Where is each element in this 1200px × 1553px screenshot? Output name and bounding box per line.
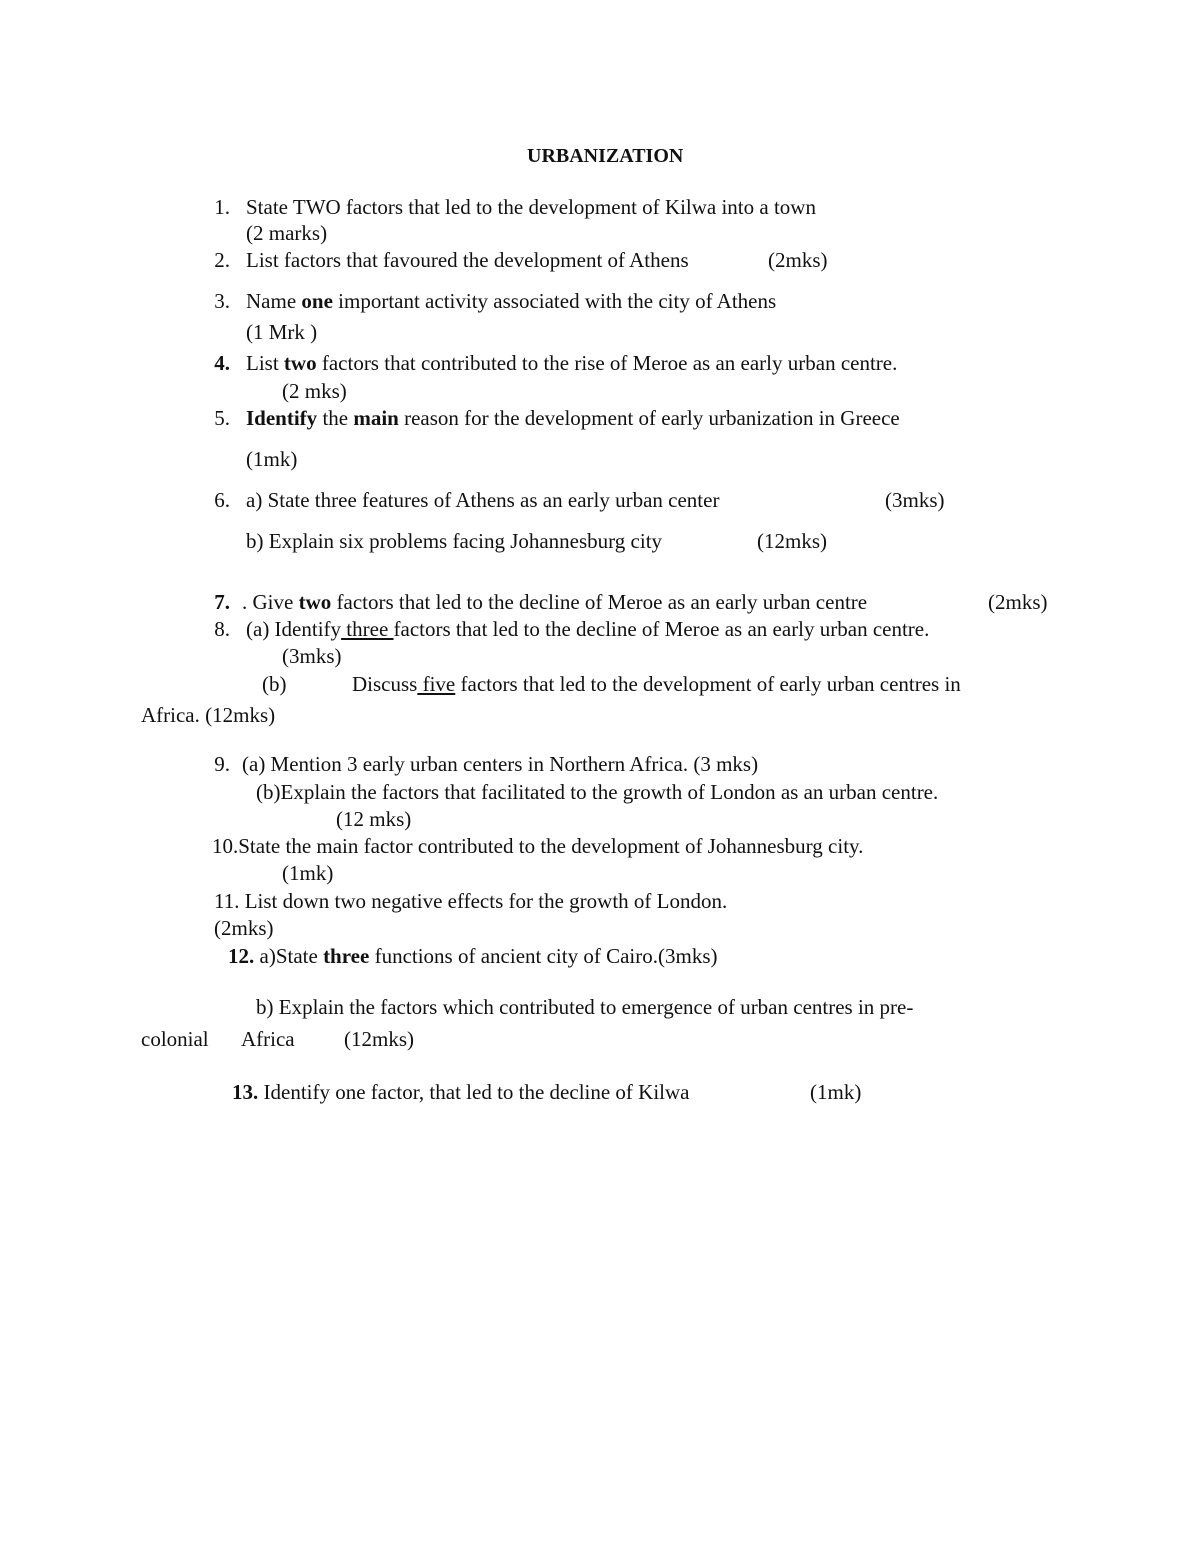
question-8b-continuation: Africa. (12mks) [141,703,276,727]
question-13-text: 13. Identify one factor, that led to the decline of Kilwa [232,1080,690,1104]
question-6b-text: b) Explain six problems facing Johannesburg city [246,529,663,553]
question-7-text: . Give two factors that led to the decline of Meroe as an early urban centre [242,590,868,614]
question-number: 3. [214,289,230,313]
question-4-text: List two factors that contributed to the rise of Meroe as an early urban centre. [246,351,898,375]
question-11-marks: (2mks) [214,916,274,940]
question-9b-marks: (12 mks) [336,807,412,831]
question-7-marks: (2mks) [988,590,1048,614]
question-number: 1. [214,195,230,219]
question-number: 2. [214,248,230,272]
question-5-marks: (1mk) [246,447,298,471]
page-title: URBANIZATION [527,145,684,167]
question-5-text: Identify the main reason for the development of early urbanization in Greece [246,406,900,430]
question-13-marks: (1mk) [810,1080,862,1104]
question-number: 9. [214,752,230,776]
question-9b-text: (b)Explain the factors that facilitated to the growth of London as an urban centre. [256,780,939,804]
question-12b-marks: (12mks) [344,1027,414,1051]
question-8b-label: (b) [262,672,287,696]
question-6a-marks: (3mks) [885,488,945,512]
question-number: 6. [214,488,230,512]
question-12b-continuation: colonial [141,1027,209,1051]
question-1-text: State TWO factors that led to the development of Kilwa into a town [246,195,816,219]
question-10-marks: (1mk) [282,861,334,885]
question-number: 5. [214,406,230,430]
question-number: 4. [214,351,230,375]
question-10-text: 10.State the main factor contributed to the development of Johannesburg city. [212,834,864,858]
question-4-marks: (2 mks) [282,379,347,403]
question-8b-text: Discuss five factors that led to the development of early urban centres in [352,672,961,696]
question-number: 8. [214,617,230,641]
question-number: 7. [214,590,230,614]
question-12b-text: b) Explain the factors which contributed to emergence of urban centres in pre- [256,995,914,1019]
question-2-marks: (2mks) [768,248,828,272]
question-8a-text: (a) Identify three factors that led to the decline of Meroe as an early urban centre. [246,617,930,641]
question-12b-continuation: Africa [241,1027,295,1051]
question-1-marks: (2 marks) [246,221,328,245]
question-6b-marks: (12mks) [757,529,827,553]
question-12a-text: 12. a)State three functions of ancient city of Cairo.(3mks) [228,944,718,968]
question-6a-text: a) State three features of Athens as an early urban center [246,488,720,512]
question-3-text: Name one important activity associated with the city of Athens [246,289,777,313]
question-11-text: 11. List down two negative effects for the growth of London. [214,889,728,913]
question-8a-marks: (3mks) [282,644,342,668]
question-3-marks: (1 Mrk ) [246,320,318,344]
question-2-text: List factors that favoured the development of Athens [246,248,689,272]
question-9a-text: (a) Mention 3 early urban centers in Northern Africa. (3 mks) [242,752,759,776]
